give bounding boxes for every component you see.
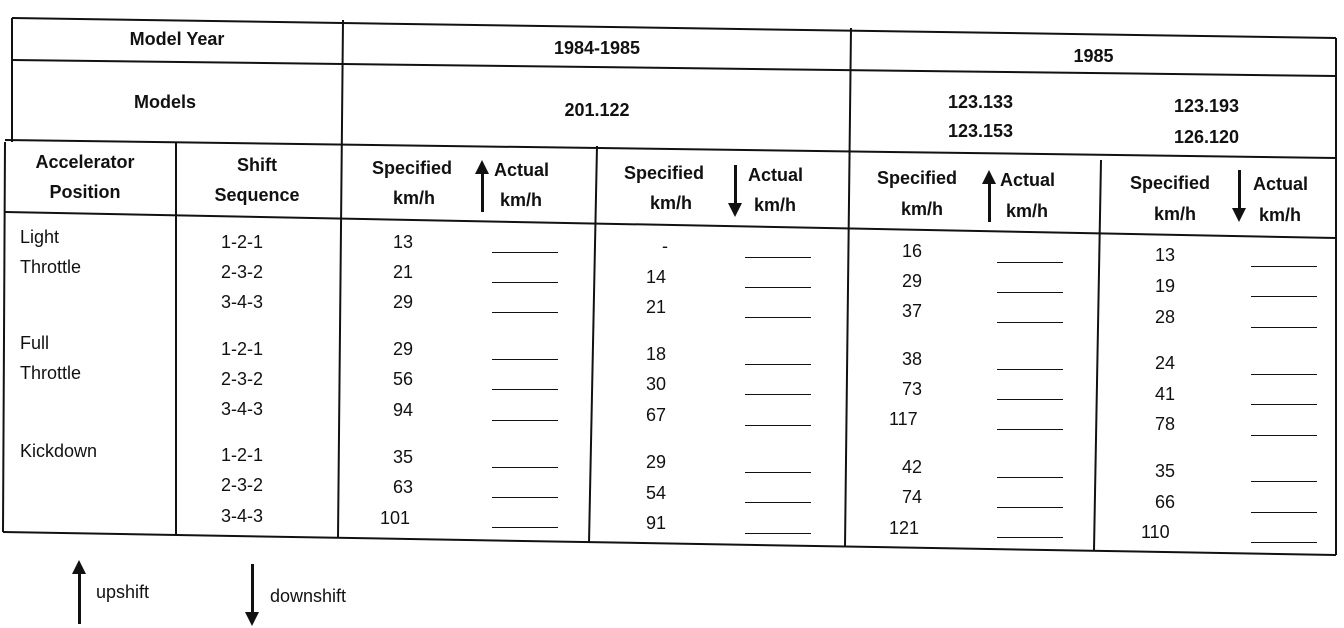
a-up-value: 21 — [393, 262, 414, 282]
b-up-actual-blank[interactable] — [997, 507, 1063, 508]
b-down-specified-label: Specified — [1130, 173, 1211, 193]
a-up-actual-blank[interactable] — [492, 312, 558, 313]
legend-upshift-label: upshift — [96, 582, 150, 602]
b-up-specified-label: Specified — [877, 168, 958, 188]
b-down-value: 66 — [1155, 492, 1176, 512]
a-down-actual-blank[interactable] — [745, 364, 811, 365]
b-up-value: 121 — [889, 518, 920, 538]
model-201-122: 201.122 — [564, 100, 630, 120]
b-down-value: 24 — [1155, 353, 1176, 373]
b-upshift-arrow-icon — [982, 170, 996, 222]
b-down-actual-blank[interactable] — [1251, 296, 1317, 297]
a-up-actual-blank[interactable] — [492, 359, 558, 360]
b-downshift-arrow-icon — [1232, 170, 1246, 222]
a-up-value: 63 — [393, 477, 414, 497]
b-down-actual-blank[interactable] — [1251, 266, 1317, 267]
models-label: Models — [133, 92, 196, 112]
a-down-actual-unit: km/h — [754, 195, 797, 215]
model-year-1985: 1985 — [1073, 46, 1114, 66]
b-down-value: 35 — [1155, 461, 1176, 481]
b-up-actual-blank[interactable] — [997, 369, 1063, 370]
b-down-actual-blank[interactable] — [1251, 404, 1317, 405]
position-light-line2: Throttle — [20, 257, 82, 277]
a-up-value: 94 — [393, 400, 414, 420]
position-light-line1: Light — [20, 227, 60, 247]
b-up-actual-unit: km/h — [1006, 201, 1049, 221]
shift-sequence-header-line2: Sequence — [214, 185, 300, 205]
b-down-value: 41 — [1155, 384, 1176, 404]
b-up-specified-unit: km/h — [901, 199, 944, 219]
b-up-value: 29 — [902, 271, 923, 291]
b-up-value: 42 — [902, 457, 923, 477]
a-up-actual-blank[interactable] — [492, 282, 558, 283]
sequence-9: 3-4-3 — [221, 506, 264, 526]
a-down-value: - — [662, 236, 668, 256]
a-down-value: 67 — [646, 405, 667, 425]
b-up-actual-blank[interactable] — [997, 292, 1063, 293]
model-126-120: 126.120 — [1174, 127, 1240, 147]
sequence-4: 1-2-1 — [221, 339, 264, 359]
b-down-value: 78 — [1155, 414, 1176, 434]
b-down-specified-unit: km/h — [1154, 204, 1197, 224]
b-up-actual-blank[interactable] — [997, 262, 1063, 263]
a-up-actual-unit: km/h — [500, 190, 543, 210]
b-up-value: 37 — [902, 301, 923, 321]
shift-sequence-header-line1: Shift — [237, 155, 277, 175]
a-up-actual-label: Actual — [494, 160, 550, 180]
model-year-label: Model Year — [129, 29, 225, 49]
a-down-actual-blank[interactable] — [745, 394, 811, 395]
b-up-actual-blank[interactable] — [997, 477, 1063, 478]
a-up-value: 29 — [393, 339, 414, 359]
a-down-actual-blank[interactable] — [745, 472, 811, 473]
a-up-specified-label: Specified — [372, 158, 453, 178]
a-up-value: 29 — [393, 292, 414, 312]
b-up-actual-blank[interactable] — [997, 429, 1063, 430]
b-up-actual-blank[interactable] — [997, 399, 1063, 400]
a-up-actual-blank[interactable] — [492, 497, 558, 498]
b-down-value: 13 — [1155, 245, 1176, 265]
legend-upshift-arrow-icon — [72, 560, 86, 624]
a-down-specified-unit: km/h — [650, 193, 693, 213]
a-down-value: 21 — [646, 297, 667, 317]
a-down-actual-blank[interactable] — [745, 533, 811, 534]
a-down-actual-blank[interactable] — [745, 502, 811, 503]
a-down-actual-blank[interactable] — [745, 287, 811, 288]
b-down-actual-blank[interactable] — [1251, 542, 1317, 543]
a-down-value: 54 — [646, 483, 667, 503]
b-down-actual-blank[interactable] — [1251, 481, 1317, 482]
model-123-153: 123.153 — [948, 121, 1014, 141]
a-down-actual-label: Actual — [748, 165, 804, 185]
a-down-value: 91 — [646, 513, 667, 533]
a-up-specified-unit: km/h — [393, 188, 436, 208]
position-full-line2: Throttle — [20, 363, 82, 383]
b-down-actual-unit: km/h — [1259, 205, 1302, 225]
sequence-6: 3-4-3 — [221, 399, 264, 419]
b-up-value: 73 — [902, 379, 923, 399]
model-123-193: 123.193 — [1174, 96, 1240, 116]
b-down-actual-blank[interactable] — [1251, 512, 1317, 513]
b-down-actual-blank[interactable] — [1251, 435, 1317, 436]
position-full-line1: Full — [20, 333, 50, 353]
a-up-actual-blank[interactable] — [492, 389, 558, 390]
sequence-2: 2-3-2 — [221, 262, 264, 282]
b-down-actual-label: Actual — [1253, 174, 1309, 194]
a-up-value: 56 — [393, 369, 414, 389]
a-up-value: 35 — [393, 447, 414, 467]
b-down-value: 28 — [1155, 307, 1176, 327]
b-down-actual-blank[interactable] — [1251, 374, 1317, 375]
b-down-value: 110 — [1141, 522, 1170, 542]
b-up-actual-blank[interactable] — [997, 537, 1063, 538]
sequence-5: 2-3-2 — [221, 369, 264, 389]
b-up-value: 38 — [902, 349, 923, 369]
a-up-value: 13 — [393, 232, 414, 252]
sequence-3: 3-4-3 — [221, 292, 264, 312]
b-up-value: 16 — [902, 241, 923, 261]
a-downshift-arrow-icon — [728, 165, 742, 217]
a-up-value: 101 — [380, 508, 411, 528]
b-down-value: 19 — [1155, 276, 1176, 296]
a-down-value: 30 — [646, 374, 667, 394]
a-up-actual-blank[interactable] — [492, 420, 558, 421]
a-down-actual-blank[interactable] — [745, 257, 811, 258]
a-down-specified-label: Specified — [624, 163, 705, 183]
sequence-1: 1-2-1 — [221, 232, 264, 252]
a-down-actual-blank[interactable] — [745, 317, 811, 318]
b-up-actual-blank[interactable] — [997, 322, 1063, 323]
a-down-actual-blank[interactable] — [745, 425, 811, 426]
b-down-actual-blank[interactable] — [1251, 327, 1317, 328]
a-down-value: 18 — [646, 344, 667, 364]
a-up-actual-blank[interactable] — [492, 467, 558, 468]
a-down-value: 14 — [646, 267, 667, 287]
model-year-1984-1985: 1984-1985 — [553, 38, 641, 58]
sequence-8: 2-3-2 — [221, 475, 264, 495]
position-kickdown: Kickdown — [20, 441, 98, 461]
legend-downshift-label: downshift — [270, 586, 347, 606]
a-up-actual-blank[interactable] — [492, 252, 558, 253]
b-up-value: 74 — [902, 487, 923, 507]
a-upshift-arrow-icon — [475, 160, 489, 212]
b-up-value: 117 — [889, 409, 918, 429]
b-up-actual-label: Actual — [1000, 170, 1056, 190]
accelerator-position-header-line2: Position — [49, 182, 121, 202]
sequence-7: 1-2-1 — [221, 445, 264, 465]
a-up-actual-blank[interactable] — [492, 527, 558, 528]
accelerator-position-header-line1: Accelerator — [35, 152, 135, 172]
legend-downshift-arrow-icon — [245, 564, 259, 626]
model-123-133: 123.133 — [948, 92, 1014, 112]
a-down-value: 29 — [646, 452, 667, 472]
